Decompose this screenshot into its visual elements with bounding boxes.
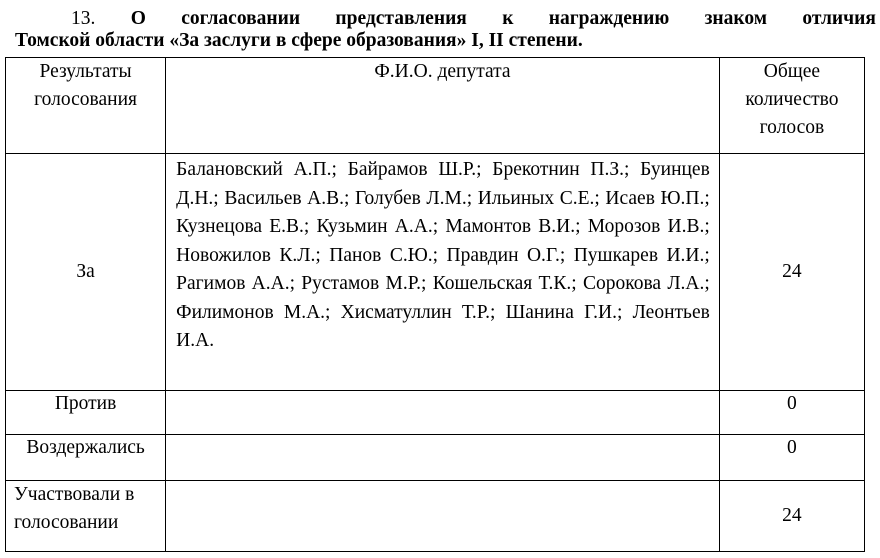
heading-word: согласовании [181, 8, 301, 29]
table-row-abstained [6, 435, 865, 481]
deputy-names-cell [166, 481, 720, 552]
deputy-names-cell [166, 435, 720, 481]
heading-word: О [130, 8, 146, 29]
header-total-votes: Общее количество голосов [719, 58, 864, 154]
result-label: Участвовали в голосовании [6, 481, 166, 552]
heading-word: знаком [704, 8, 768, 29]
vote-total: 0 [719, 435, 864, 481]
heading-word: награждению [548, 8, 670, 29]
result-label: Воздержались [6, 435, 166, 481]
result-label: За [6, 154, 166, 391]
vote-total: 0 [719, 391, 864, 435]
header-results: Результаты голосования [6, 58, 166, 154]
deputy-names-cell [166, 391, 720, 435]
vote-total: 24 [719, 481, 864, 552]
agenda-item-number: 13. [71, 8, 96, 29]
table-row-participated [6, 481, 865, 552]
table-header-row [6, 58, 865, 154]
header-deputy-name: Ф.И.О. депутата [166, 58, 720, 154]
table-row-for [6, 154, 865, 391]
heading-word: отличия [802, 8, 876, 29]
deputy-names: Балановский А.П.; Байрамов Ш.Р.; Брекотнин П.З.; Буинцев Д.Н.; Васильев А.В.; Голубев Л.М.; Ильиных С.Е.; Исаев Ю.П.; Кузнецова Е.В.; Кузьмин А.А.; Мамонтов В.И.; Морозов И.В.; Новожилов К.Л.; Панов С.Ю.; Правдин О.Г.; Пушкарев И.И.; Рагимов А.А.; Рустамов М.Р.; Кошельская Т.К.; Сорокова Л.А.; Филимонов М.А.; Хисматуллин Т.Р.; Шанина Г.И.; Леонтьев И.А. [176, 159, 710, 351]
voting-results-table [5, 57, 865, 552]
heading-line-2: Томской области «За заслуги в сфере образования» I, II степени. [15, 30, 583, 51]
heading-word: представления [335, 8, 467, 29]
deputy-names-cell [166, 154, 720, 391]
vote-total: 24 [719, 154, 864, 391]
table-row-against [6, 391, 865, 435]
heading-word: к [502, 8, 514, 29]
agenda-item-heading [15, 8, 876, 52]
result-label: Против [6, 391, 166, 435]
heading-line-1 [15, 8, 876, 30]
